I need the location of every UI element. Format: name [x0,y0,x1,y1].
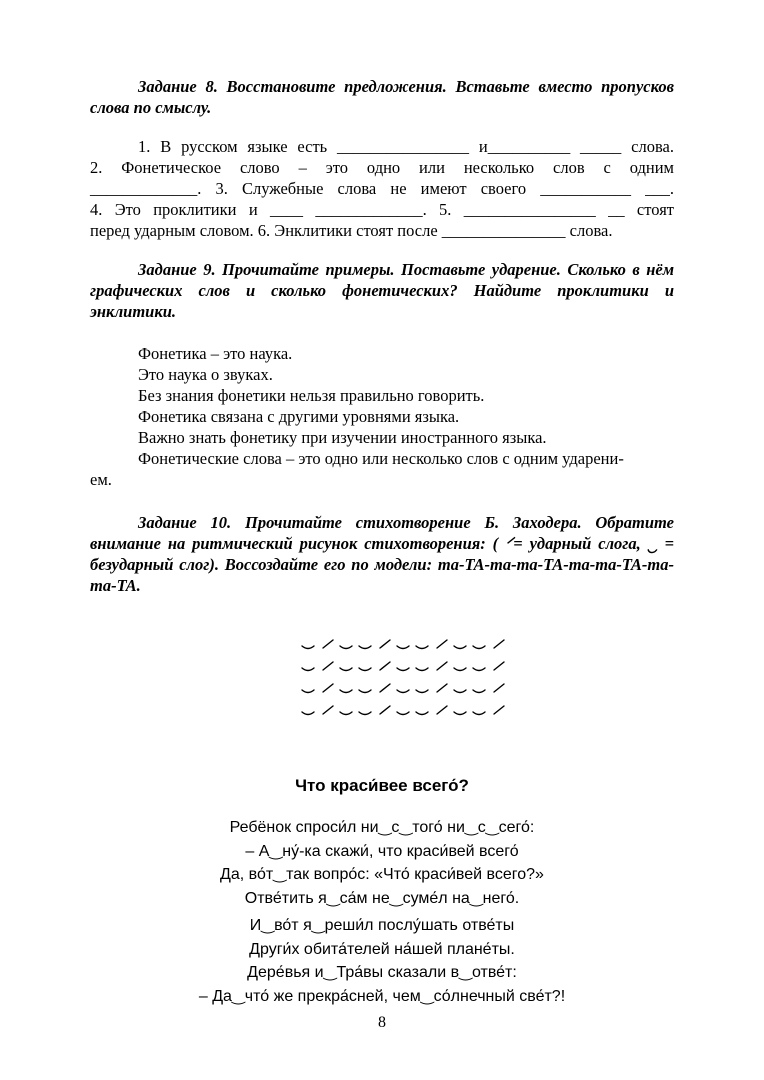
unstressed-syllable-mark [359,646,371,649]
example-line: Фонетика связана с другими уровнями языка. [138,407,460,426]
unstressed-syllable-mark [302,668,314,671]
example-line: Фонетические слова – это одно или несколько слов с одним ударени- [138,449,624,468]
stressed-syllable-mark [494,640,504,648]
unstressed-syllable-mark [340,646,352,649]
stressed-syllable-mark [323,684,333,692]
unstressed-syllable-mark [359,668,371,671]
unstressed-syllable-mark [454,690,466,693]
poem-line: Дере́вья и‿Тра́вы сказали в‿отве́т: [247,964,517,981]
stressed-syllable-mark [437,640,447,648]
stressed-syllable-mark [323,706,333,714]
unstressed-syllable-mark [340,668,352,671]
unstressed-syllable-mark [454,668,466,671]
task-8-text [90,136,674,241]
stressed-syllable-mark [380,706,390,714]
unstressed-syllable-mark [397,668,409,671]
stressed-syllable-mark [380,640,390,648]
unstressed-syllable-mark [473,646,485,649]
unstressed-syllable-mark [416,690,428,693]
unstressed-syllable-mark [416,712,428,715]
unstressed-syllable-mark [473,690,485,693]
unstressed-syllable-mark [454,646,466,649]
task-8-line: 1. В русском языке есть ________________ и__________ _____ слова. [138,137,674,156]
task-8-heading: Задание 8. Восстановите предложения. Вставьте вместо пропусков слова по смыслу. [90,77,674,117]
unstressed-syllable-mark [302,712,314,715]
page-number: 8 [378,1014,386,1031]
unstressed-syllable-mark [397,646,409,649]
poem-line: Отве́тить я‿са́м не‿суме́л на‿него́. [244,889,520,907]
poem-line: И‿во́т я‿реши́л послу́шать отве́ты [249,917,515,934]
stressed-syllable-mark [437,662,447,670]
rhythm-scheme [300,632,520,722]
task-10-heading: Задание 10. Прочитайте стихотворение Б. Заходера. Обратите внимание на ритмический рисунок стихотворения: ( ⸍= ударный слога, ‿ = безударный слог). Воссоздайте его по модели: та-ТА-та-та-ТА-та-та-ТА-та-та-ТА. [90,513,674,595]
poem-line: Да, во́т‿так вопро́с: «Что́ краси́вей всего?» [220,866,544,883]
task-8-line: _____________. 3. Служебные слова не имеют своего ___________ ___. [90,179,674,198]
unstressed-syllable-mark [302,690,314,693]
stressed-syllable-mark [494,684,504,692]
stressed-syllable-mark [380,662,390,670]
task-8-line: перед ударным словом. 6. Энклитики стоят после _______________ слова. [90,221,613,240]
unstressed-syllable-mark [359,712,371,715]
task-9-examples [138,343,678,469]
unstressed-syllable-mark [473,712,485,715]
unstressed-syllable-mark [359,690,371,693]
task-8-line: 2. Фонетическое слово – это одно или несколько слов с одним [90,158,674,177]
unstressed-syllable-mark [340,712,352,715]
poem-stanza-2 [0,914,764,1008]
stressed-syllable-mark [494,662,504,670]
stressed-syllable-mark [323,662,333,670]
task-8-line: 4. Это проклитики и ____ _____________. 5. ________________ __ стоят [90,200,674,219]
poem-line: – Да‿что́ же прекра́сней, чем‿со́лнечный све́т?! [198,987,566,1005]
example-line: Без знания фонетики нельзя правильно говорить. [138,386,485,405]
stressed-syllable-mark [380,684,390,692]
unstressed-syllable-mark [397,712,409,715]
unstressed-syllable-mark [416,668,428,671]
task-9-heading: Задание 9. Прочитайте примеры. Поставьте ударение. Сколько в нём графических слов и сколько фонетических? Найдите проклитики и энклитики. [90,260,674,321]
unstressed-syllable-mark [454,712,466,715]
stressed-syllable-mark [323,640,333,648]
example-line-tail: ем. [90,470,112,489]
unstressed-syllable-mark [302,646,314,649]
example-line: Важно знать фонетику при изучении иностранного языка. [138,428,547,447]
unstressed-syllable-mark [473,668,485,671]
poem-line: – А‿ну́-ка скажи́, что краси́вей всего́ [245,842,519,860]
poem-title: Что краси́вее всего́? [295,776,469,795]
unstressed-syllable-mark [397,690,409,693]
example-line: Фонетика – это наука. [138,344,293,363]
stressed-syllable-mark [437,684,447,692]
poem-stanza-1 [0,816,764,910]
unstressed-syllable-mark [340,690,352,693]
poem-line: Ребёнок спроси́л ни‿с‿того́ ни‿с‿сего́: [229,819,535,836]
stressed-syllable-mark [494,706,504,714]
stressed-syllable-mark [437,706,447,714]
unstressed-syllable-mark [416,646,428,649]
poem-line: Други́х обита́телей на́шей плане́ты. [249,940,515,958]
example-line: Это наука о звуках. [138,365,273,384]
